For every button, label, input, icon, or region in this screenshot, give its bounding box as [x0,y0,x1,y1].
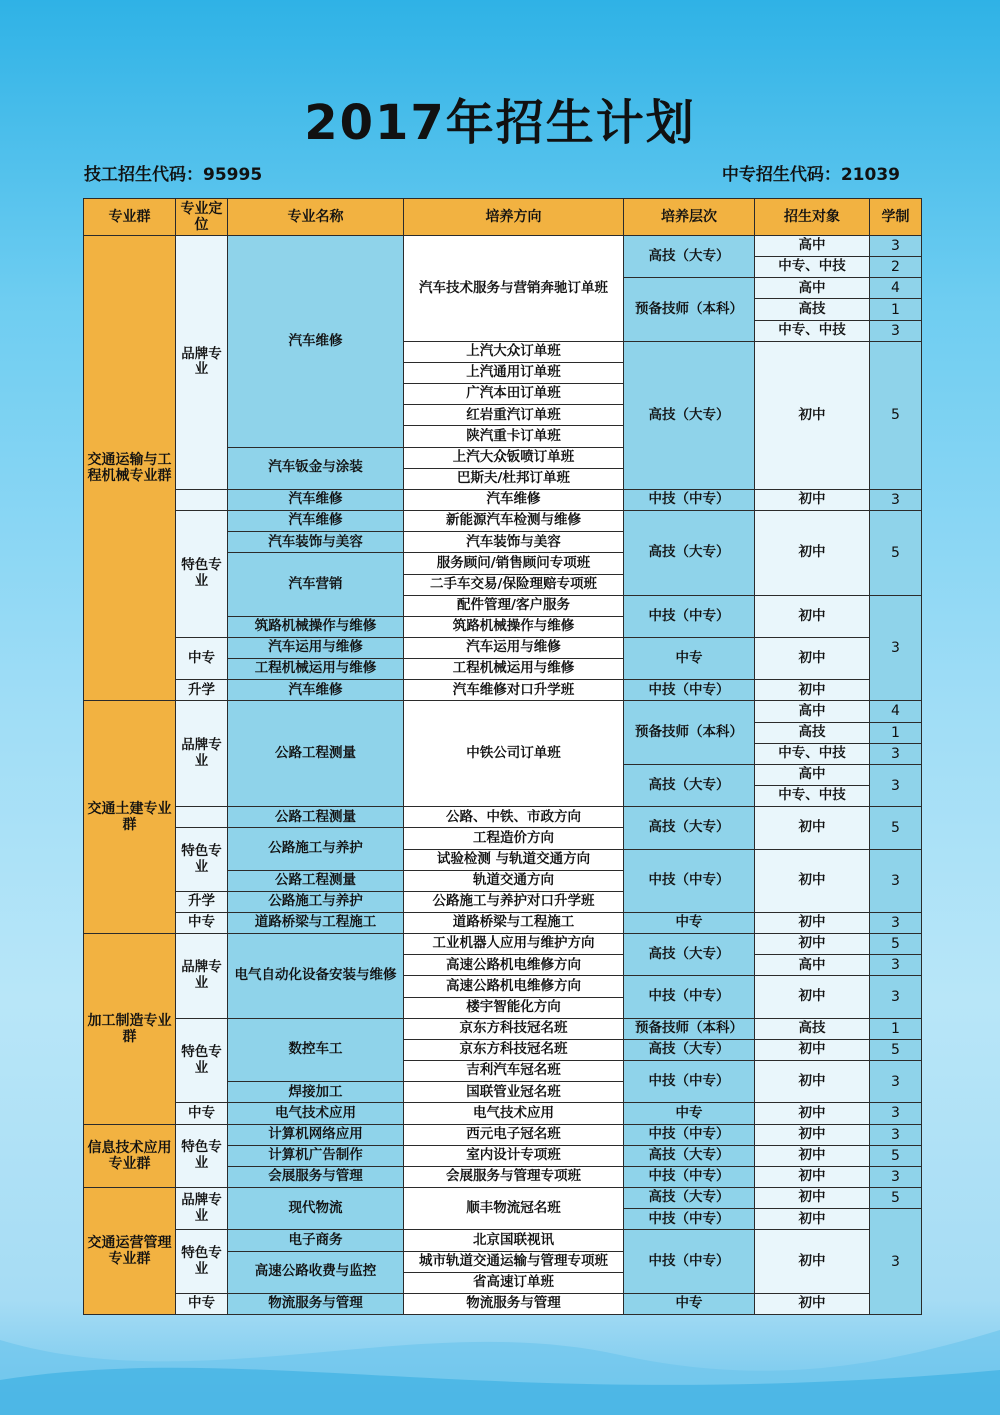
level-cell: 中技（中专） [624,976,755,1018]
target-cell: 初中 [755,1230,870,1293]
table-row [84,637,922,658]
years-cell: 3 [870,764,922,806]
years-cell: 4 [870,701,922,722]
level-cell: 高技（大专） [624,341,755,489]
table-row [84,489,922,510]
target-cell: 初中 [755,1061,870,1103]
level-cell: 中专 [624,1293,755,1314]
direction-cell: 试验检测 与轨道交通方向 [404,849,624,870]
major-cell: 现代物流 [228,1188,404,1230]
level-cell: 中技（中专） [624,849,755,912]
position-cell: 升学 [176,891,228,912]
level-cell: 预备技师（本科） [624,701,755,764]
level-cell: 中技（中专） [624,680,755,701]
major-cell: 汽车运用与维修 [228,637,404,658]
group-cell: 交通土建专业群 [84,701,176,934]
header-cell: 专业群 [84,199,176,236]
target-cell: 初中 [755,1209,870,1230]
position-cell: 品牌专业 [176,1188,228,1230]
direction-cell: 工业机器人应用与维护方向 [404,934,624,955]
direction-cell: 筑路机械操作与维修 [404,616,624,637]
major-cell: 汽车维修 [228,236,404,448]
years-cell: 3 [870,1209,922,1315]
direction-cell: 电气技术应用 [404,1103,624,1124]
major-cell: 公路工程测量 [228,870,404,891]
major-cell: 物流服务与管理 [228,1293,404,1314]
position-cell: 品牌专业 [176,701,228,807]
major-cell: 工程机械运用与维修 [228,659,404,680]
level-cell: 高技（大专） [624,807,755,849]
direction-cell: 道路桥梁与工程施工 [404,913,624,934]
decorative-wave-background [0,1300,1000,1415]
level-cell: 中技（中专） [624,1166,755,1187]
years-cell: 5 [870,1188,922,1209]
position-cell: 中专 [176,1103,228,1124]
position-cell: 品牌专业 [176,236,228,490]
major-cell: 焊接加工 [228,1082,404,1103]
years-cell: 3 [870,1103,922,1124]
major-cell: 高速公路收费与监控 [228,1251,404,1293]
table-row [84,934,922,955]
direction-cell: 北京国联视讯 [404,1230,624,1251]
table-row [84,511,922,532]
years-cell: 1 [870,722,922,743]
target-cell: 中专、中技 [755,257,870,278]
target-cell: 初中 [755,976,870,1018]
position-cell: 特色专业 [176,511,228,638]
years-cell: 3 [870,1166,922,1187]
years-cell: 4 [870,278,922,299]
major-cell: 电气技术应用 [228,1103,404,1124]
years-cell: 5 [870,1145,922,1166]
position-cell: 特色专业 [176,1124,228,1187]
level-cell: 中技（中专） [624,489,755,510]
years-cell: 5 [870,934,922,955]
direction-cell: 二手车交易/保险理赔专项班 [404,574,624,595]
level-cell: 高技（大专） [624,511,755,596]
target-cell: 初中 [755,341,870,489]
direction-cell: 上汽大众钣喷订单班 [404,447,624,468]
level-cell: 高技（大专） [624,1145,755,1166]
direction-cell: 吉利汽车冠名班 [404,1061,624,1082]
direction-cell: 物流服务与管理 [404,1293,624,1314]
major-cell: 汽车钣金与涂装 [228,447,404,489]
major-cell: 计算机广告制作 [228,1145,404,1166]
target-cell: 初中 [755,1124,870,1145]
position-cell [176,489,228,510]
target-cell: 初中 [755,511,870,596]
target-cell: 高技 [755,299,870,320]
target-cell: 初中 [755,849,870,912]
header-cell: 专业名称 [228,199,404,236]
direction-cell: 汽车维修对口升学班 [404,680,624,701]
major-cell: 汽车维修 [228,511,404,532]
direction-cell: 上汽大众订单班 [404,341,624,362]
enrollment-plan-table [83,198,922,1315]
target-cell: 中专、中技 [755,320,870,341]
target-cell: 高中 [755,764,870,785]
header-cell: 招生对象 [755,199,870,236]
target-cell: 中专、中技 [755,743,870,764]
direction-cell: 京东方科技冠名班 [404,1039,624,1060]
target-cell: 初中 [755,807,870,849]
years-cell: 5 [870,1039,922,1060]
major-cell: 公路工程测量 [228,701,404,807]
header-cell: 培养层次 [624,199,755,236]
target-cell: 初中 [755,1039,870,1060]
major-cell: 电子商务 [228,1230,404,1251]
direction-cell: 省高速订单班 [404,1272,624,1293]
direction-cell: 轨道交通方向 [404,870,624,891]
years-cell: 3 [870,1124,922,1145]
major-cell: 汽车维修 [228,489,404,510]
direction-cell: 西元电子冠名班 [404,1124,624,1145]
years-cell: 3 [870,976,922,1018]
major-cell: 会展服务与管理 [228,1166,404,1187]
target-cell: 初中 [755,489,870,510]
level-cell: 中技（中专） [624,595,755,637]
major-cell: 公路施工与养护 [228,828,404,870]
position-cell: 特色专业 [176,1018,228,1103]
years-cell: 3 [870,955,922,976]
direction-cell: 中铁公司订单班 [404,701,624,807]
major-cell: 计算机网络应用 [228,1124,404,1145]
major-cell: 公路施工与养护 [228,891,404,912]
major-cell: 公路工程测量 [228,807,404,828]
major-cell: 汽车装饰与美容 [228,532,404,553]
years-cell: 2 [870,257,922,278]
target-cell: 初中 [755,595,870,637]
direction-cell: 楼宇智能化方向 [404,997,624,1018]
years-cell: 3 [870,913,922,934]
direction-cell: 顺丰物流冠名班 [404,1188,624,1230]
level-cell: 高技（大专） [624,236,755,278]
direction-cell: 红岩重汽订单班 [404,405,624,426]
target-cell: 初中 [755,637,870,679]
position-cell: 特色专业 [176,1230,228,1293]
target-cell: 初中 [755,1188,870,1209]
years-cell: 3 [870,743,922,764]
direction-cell: 工程机械运用与维修 [404,659,624,680]
table-row [84,1018,922,1039]
major-cell: 筑路机械操作与维修 [228,616,404,637]
position-cell: 特色专业 [176,828,228,891]
table-row [84,1103,922,1124]
level-cell: 高技（大专） [624,934,755,976]
direction-cell: 国联管业冠名班 [404,1082,624,1103]
direction-cell: 配件管理/客户服务 [404,595,624,616]
target-cell: 初中 [755,680,870,701]
table-row [84,1124,922,1145]
table-row [84,1230,922,1251]
position-cell: 品牌专业 [176,934,228,1019]
direction-cell: 汽车维修 [404,489,624,510]
position-cell: 升学 [176,680,228,701]
table-row [84,680,922,701]
direction-cell: 陕汽重卡订单班 [404,426,624,447]
years-cell: 1 [870,299,922,320]
target-cell: 高中 [755,955,870,976]
years-cell: 3 [870,489,922,510]
level-cell: 中技（中专） [624,1209,755,1230]
major-cell: 电气自动化设备安装与维修 [228,934,404,1019]
level-cell: 中技（中专） [624,1230,755,1293]
level-cell: 中专 [624,1103,755,1124]
level-cell: 中技（中专） [624,1061,755,1103]
target-cell: 初中 [755,1293,870,1314]
direction-cell: 汽车技术服务与营销奔驰订单班 [404,236,624,342]
direction-cell: 上汽通用订单班 [404,362,624,383]
target-cell: 高中 [755,701,870,722]
level-cell: 中技（中专） [624,1124,755,1145]
table-row [84,807,922,828]
secondary-code: 中专招生代码：21039 [721,165,900,185]
years-cell: 3 [870,320,922,341]
level-cell: 中专 [624,913,755,934]
target-cell: 高技 [755,722,870,743]
direction-cell: 室内设计专项班 [404,1145,624,1166]
direction-cell: 工程造价方向 [404,828,624,849]
position-cell [176,807,228,828]
target-cell: 高中 [755,278,870,299]
header-cell: 学制 [870,199,922,236]
years-cell: 1 [870,1018,922,1039]
level-cell: 高技（大专） [624,764,755,806]
table-row [84,1293,922,1314]
major-cell: 数控车工 [228,1018,404,1081]
table-row [84,1188,922,1209]
group-cell: 交通运输与工程机械专业群 [84,236,176,701]
group-cell: 加工制造专业群 [84,934,176,1124]
target-cell: 中专、中技 [755,786,870,807]
years-cell: 5 [870,807,922,849]
target-cell: 初中 [755,1166,870,1187]
years-cell: 3 [870,1061,922,1103]
target-cell: 初中 [755,1145,870,1166]
target-cell: 初中 [755,934,870,955]
years-cell: 3 [870,849,922,912]
direction-cell: 公路施工与养护对口升学班 [404,891,624,912]
direction-cell: 汽车装饰与美容 [404,532,624,553]
header-cell: 专业定位 [176,199,228,236]
direction-cell: 广汽本田订单班 [404,384,624,405]
major-cell: 道路桥梁与工程施工 [228,913,404,934]
page-title: 2017年招生计划 [304,95,696,151]
direction-cell: 高速公路机电维修方向 [404,976,624,997]
direction-cell: 京东方科技冠名班 [404,1018,624,1039]
level-cell: 预备技师（本科） [624,1018,755,1039]
level-cell: 中专 [624,637,755,679]
target-cell: 初中 [755,913,870,934]
group-cell: 交通运营管理专业群 [84,1188,176,1315]
direction-cell: 服务顾问/销售顾问专项班 [404,553,624,574]
direction-cell: 巴斯夫/杜邦订单班 [404,468,624,489]
table-row [84,236,922,257]
target-cell: 高中 [755,236,870,257]
major-cell: 汽车营销 [228,553,404,616]
direction-cell: 新能源汽车检测与维修 [404,511,624,532]
position-cell: 中专 [176,913,228,934]
table-row [84,701,922,722]
years-cell: 3 [870,595,922,701]
direction-cell: 公路、中铁、市政方向 [404,807,624,828]
direction-cell: 城市轨道交通运输与管理专项班 [404,1251,624,1272]
level-cell: 高技（大专） [624,1188,755,1209]
target-cell: 高技 [755,1018,870,1039]
table-header-row [84,199,922,236]
group-cell: 信息技术应用专业群 [84,1124,176,1187]
years-cell: 5 [870,341,922,489]
target-cell: 初中 [755,1103,870,1124]
direction-cell: 高速公路机电维修方向 [404,955,624,976]
major-cell: 汽车维修 [228,680,404,701]
technician-code: 技工招生代码：95995 [84,165,263,185]
years-cell: 3 [870,236,922,257]
years-cell: 5 [870,511,922,596]
level-cell: 高技（大专） [624,1039,755,1060]
header-cell: 培养方向 [404,199,624,236]
table-row [84,913,922,934]
level-cell: 预备技师（本科） [624,278,755,341]
position-cell: 中专 [176,637,228,679]
position-cell: 中专 [176,1293,228,1314]
direction-cell: 汽车运用与维修 [404,637,624,658]
direction-cell: 会展服务与管理专项班 [404,1166,624,1187]
